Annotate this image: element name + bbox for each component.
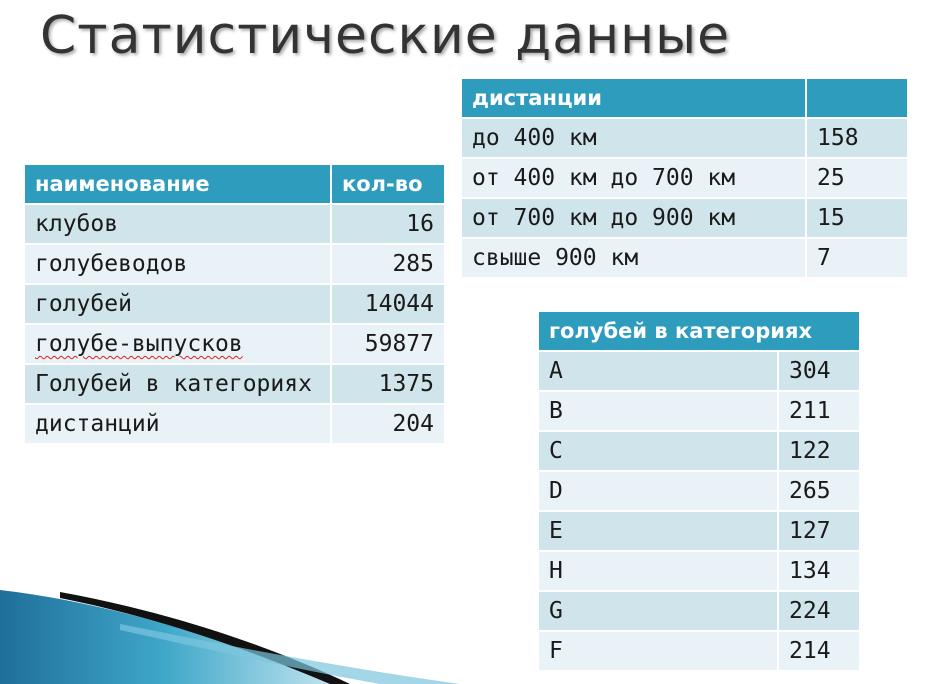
- row-label: E: [539, 511, 778, 551]
- table-row: [462, 158, 907, 198]
- header-count: кол-во: [331, 165, 444, 204]
- row-value: 265: [778, 471, 859, 511]
- slide-title: Статистические данные: [40, 6, 731, 66]
- table-row: [539, 631, 859, 671]
- table-row: [25, 324, 444, 364]
- header-distance: дистанции: [462, 79, 806, 118]
- row-label: G: [539, 591, 778, 631]
- row-label: до 400 км: [462, 118, 806, 158]
- header-empty: [806, 79, 907, 118]
- table-row: [25, 404, 444, 444]
- distance-table: [462, 79, 907, 279]
- row-value: 204: [331, 404, 444, 444]
- spellcheck-label: голубе-выпусков: [35, 331, 243, 357]
- row-value: 224: [778, 591, 859, 631]
- category-table: [539, 312, 859, 672]
- row-value: 211: [778, 391, 859, 431]
- row-label: H: [539, 551, 778, 591]
- row-value: 59877: [331, 324, 444, 364]
- row-value: 25: [806, 158, 907, 198]
- table-row: [462, 238, 907, 278]
- table-row: [539, 471, 859, 511]
- row-label: свыше 900 км: [462, 238, 806, 278]
- row-value: 127: [778, 511, 859, 551]
- table-row: [25, 244, 444, 284]
- header-category: голубей в категориях: [539, 312, 859, 351]
- table-row: [25, 284, 444, 324]
- row-label: от 400 км до 700 км: [462, 158, 806, 198]
- table-row: [25, 204, 444, 244]
- row-value: 7: [806, 238, 907, 278]
- row-value: 134: [778, 551, 859, 591]
- row-value: 1375: [331, 364, 444, 404]
- table-row: [462, 198, 907, 238]
- row-label: дистанций: [25, 404, 331, 444]
- row-value: 16: [331, 204, 444, 244]
- row-label: голубеводов: [25, 244, 331, 284]
- row-label: Голубей в категориях: [25, 364, 331, 404]
- row-label: от 700 км до 900 км: [462, 198, 806, 238]
- table-row: [539, 551, 859, 591]
- decorative-swoosh: [0, 584, 460, 684]
- table-row: [539, 431, 859, 471]
- table-row: [539, 511, 859, 551]
- row-value: 285: [331, 244, 444, 284]
- table-row: [25, 364, 444, 404]
- table-row: [539, 391, 859, 431]
- row-label: клубов: [25, 204, 331, 244]
- row-value: 214: [778, 631, 859, 671]
- row-value: 304: [778, 351, 859, 391]
- row-value: 14044: [331, 284, 444, 324]
- row-value: 15: [806, 198, 907, 238]
- table-row: [462, 118, 907, 158]
- row-label: C: [539, 431, 778, 471]
- row-label: [25, 324, 331, 364]
- row-label: голубей: [25, 284, 331, 324]
- row-label: B: [539, 391, 778, 431]
- summary-table: [25, 165, 444, 445]
- row-value: 158: [806, 118, 907, 158]
- row-label: A: [539, 351, 778, 391]
- row-label: D: [539, 471, 778, 511]
- row-label: F: [539, 631, 778, 671]
- table-row: [539, 591, 859, 631]
- table-row: [539, 351, 859, 391]
- row-value: 122: [778, 431, 859, 471]
- header-name: наименование: [25, 165, 331, 204]
